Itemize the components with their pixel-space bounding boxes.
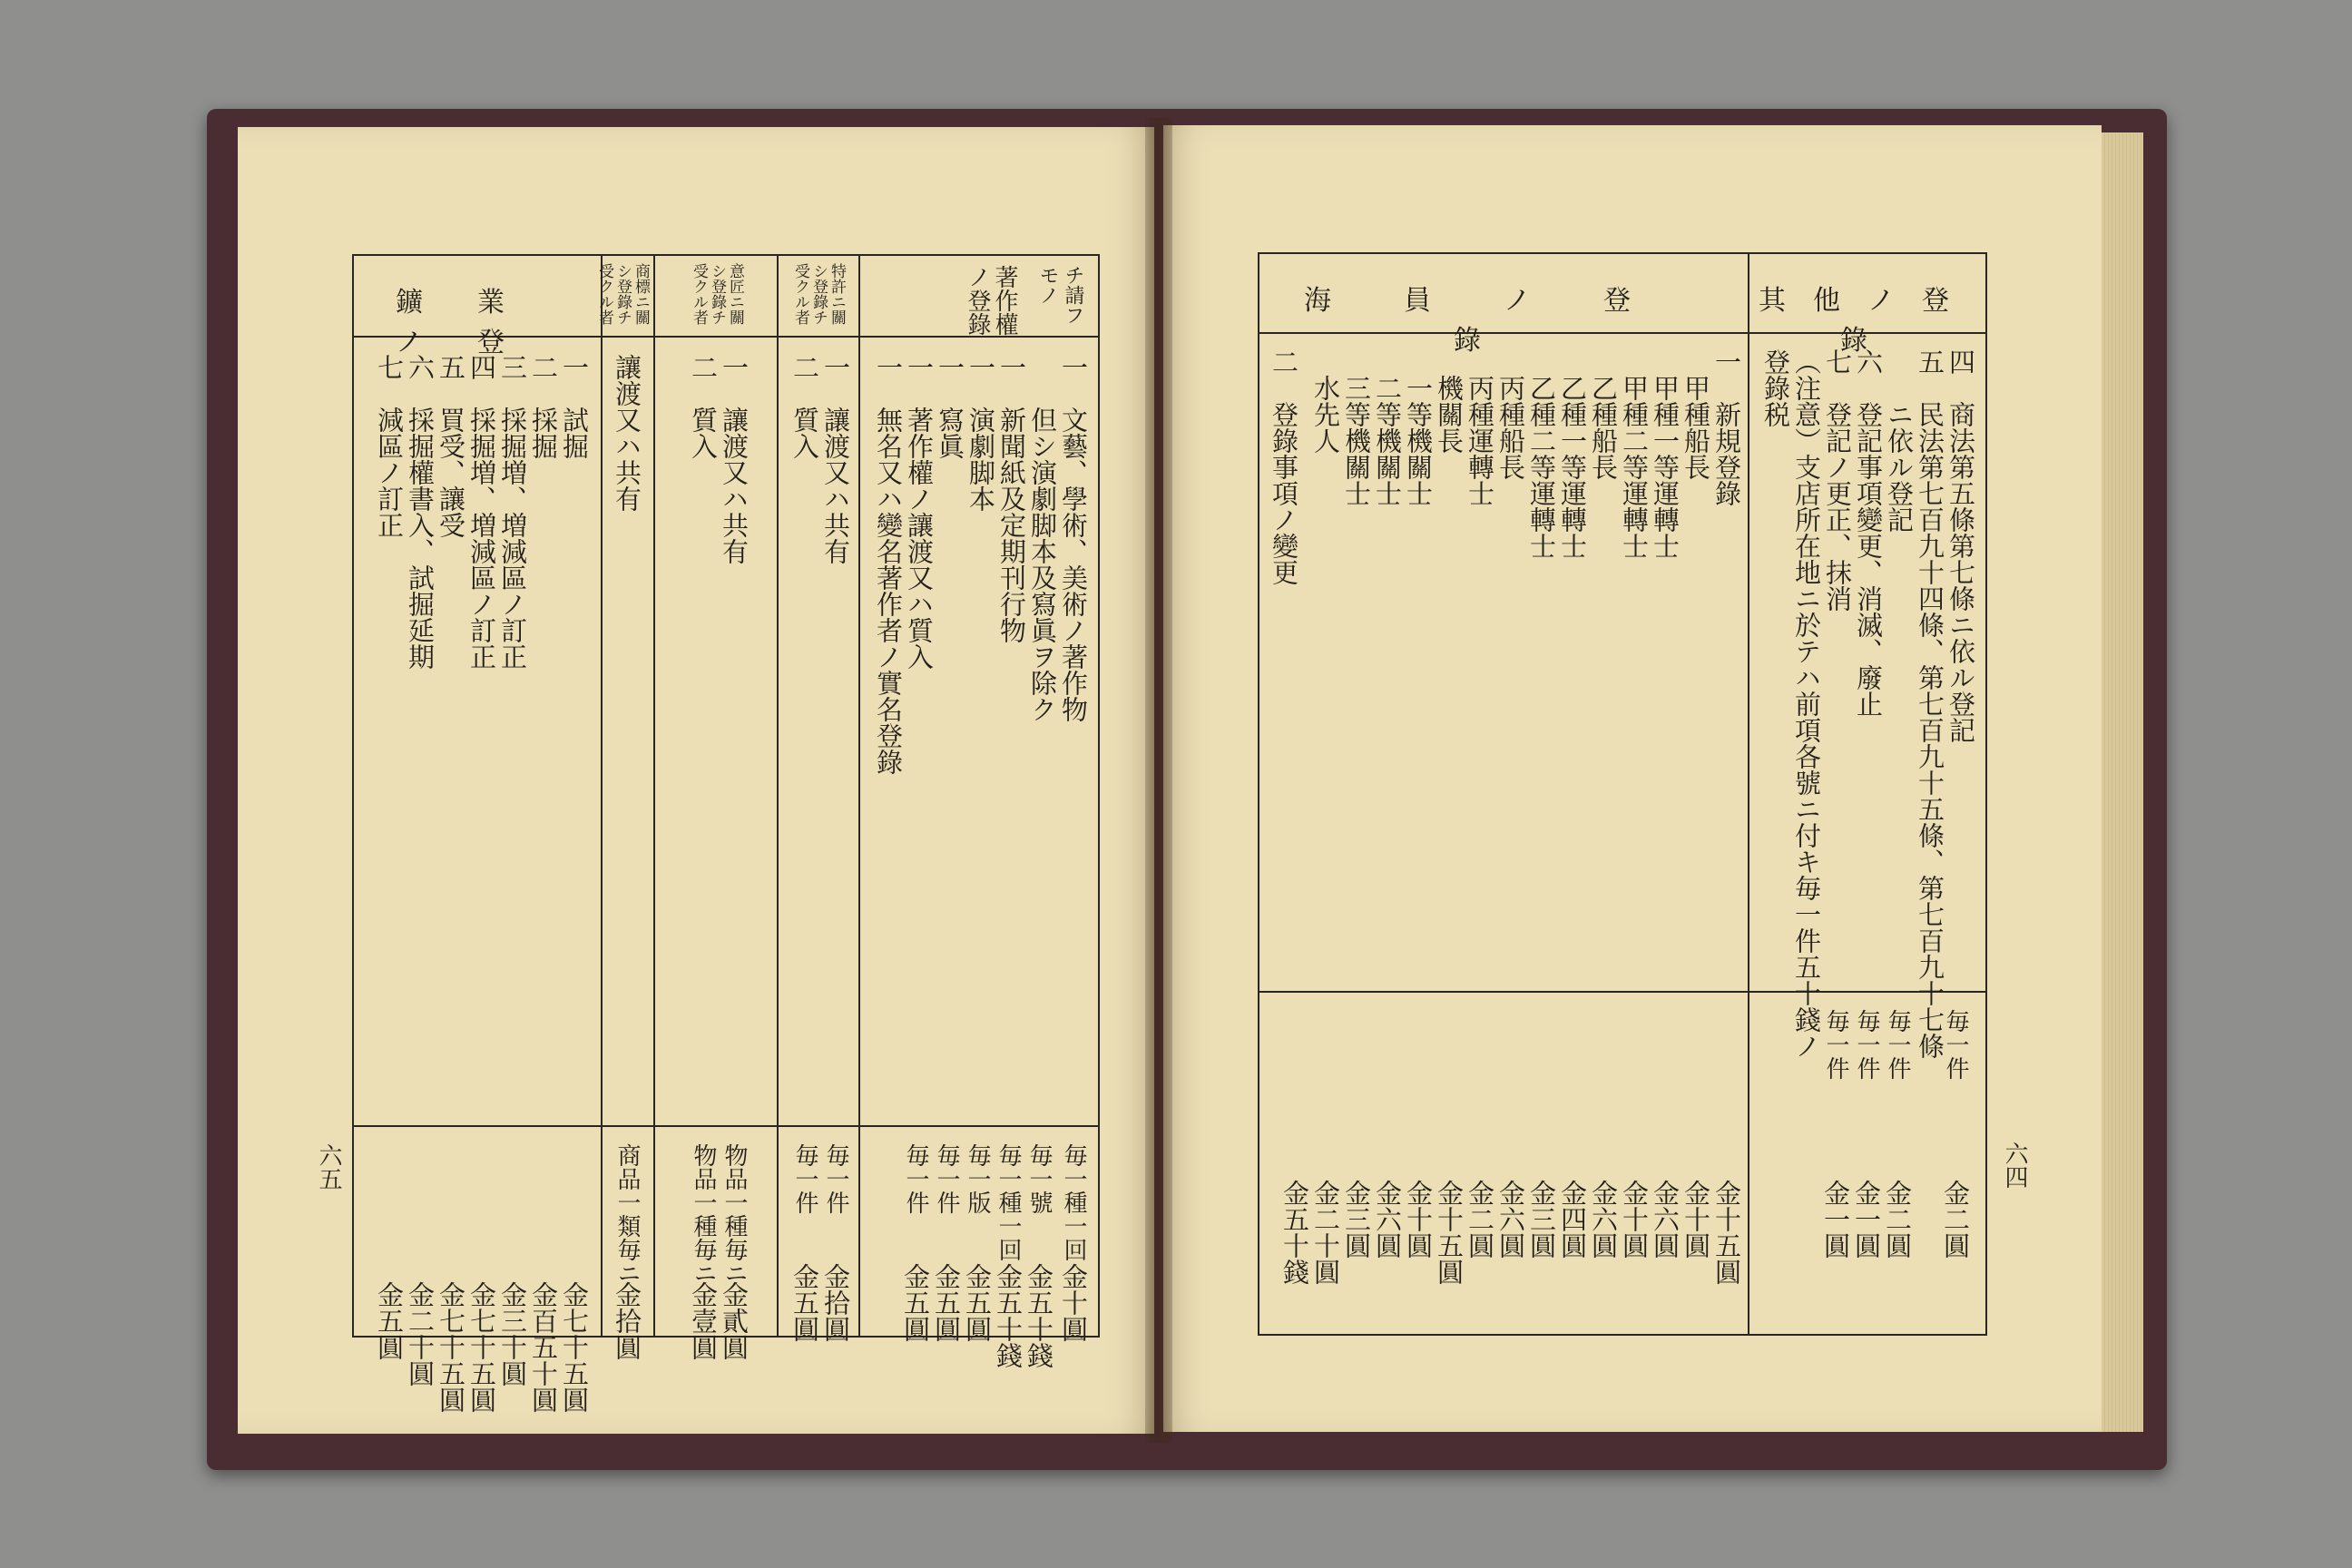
section-header: 著作權ノ登錄 xyxy=(964,265,1018,336)
right-page xyxy=(1163,125,2102,1432)
section-header: 鑛業ノ登 xyxy=(396,287,559,358)
section-header: 其他ノ登錄 xyxy=(1759,285,1976,357)
section-trademark: 商標ニ關シ登錄チ受クル者 讓渡又ハ共有 商品一類毎ニ 金拾圓 xyxy=(595,263,650,1360)
section-design: 意匠ニ關シ登錄チ受クル者 一 讓渡又ハ共有 二 質入 物品一種毎ニ 物品一種毎ニ 金貳圓 金壹圓 xyxy=(688,263,750,1360)
page-edges xyxy=(2102,132,2143,1432)
section-patent: 特許ニ關シ登錄チ受クル者 一 讓渡又ハ共有 二 質入 毎一件 毎一件 金拾圓 金五圓 xyxy=(789,263,851,1342)
page-number: 六四 xyxy=(2001,1142,2028,1189)
gutter xyxy=(1145,118,1172,1443)
section-subheader: チ請フモノ xyxy=(1036,265,1084,325)
left-table xyxy=(352,254,1100,1413)
section-mining: 鑛業ノ登 一 試掘 二 採掘 三 採掘増、増減區ノ訂正 四 採掘増、増減區ノ訂正 五 買受、讓受 六 採掘權書入、試掘延期 七 減區ノ訂正 金七十五圓 金百五十圓 金三十圓 金七十五圓 金七十五圓 金二十圓 金五圓 xyxy=(354,256,601,1336)
section-header: 海員ノ登錄 xyxy=(1304,285,1703,357)
right-table xyxy=(1258,252,1987,1336)
section-copyright: 著作權ノ登錄 チ請フモノ 一 文藝、學術、美術ノ著作物 但シ演劇脚本及寫眞ヲ除ク 一 新聞紙及定期刊行物 一 演劇脚本 一 寫眞 一 著作權ノ讓渡又ハ質入 一 無名又ハ變名著作者ノ實名登錄 毎一種一回 毎一號 毎一種一回 毎一版 毎一件 毎一件 金十圓 金五十錢 金五十錢 金五圓 金五圓 金五圓 xyxy=(873,265,1089,1368)
left-page xyxy=(238,127,1154,1434)
page-number: 六五 xyxy=(315,1143,342,1191)
section-other: 其他ノ登錄 四 商法第五條第七條ニ依ル登記 五 民法第七百九十四條、第七百九十五條、第七百九十七條 ニ依ル登記 六 登記事項變更、消滅、廢止 七 登記ノ更正、抹消 （注意）支店所在地ニ於テハ前項各號ニ付キ毎一件五十錢ノ 登錄税 毎一件 毎一件 毎一件 毎一件 金二圓 金二圓 金一圓 金一圓 xyxy=(1749,254,1985,1334)
section-seamen: 海員ノ登錄 一 新規登錄 甲種船長 甲種一等運轉士 甲種二等運轉士 乙種船長 乙種一等運轉士 乙種二等運轉士 丙種船長 丙種運轉士 機關長 一等機關士 二等機關士 三等機關士 水先人 二 登錄事項ノ變更 金十五圓 金十圓 金六圓 金十圓 金六圓 金四圓 金三圓 金六圓 金二圓 金十五圓 金十圓 金六圓 金三圓 金二十圓 金五十錢 xyxy=(1259,254,1748,1334)
